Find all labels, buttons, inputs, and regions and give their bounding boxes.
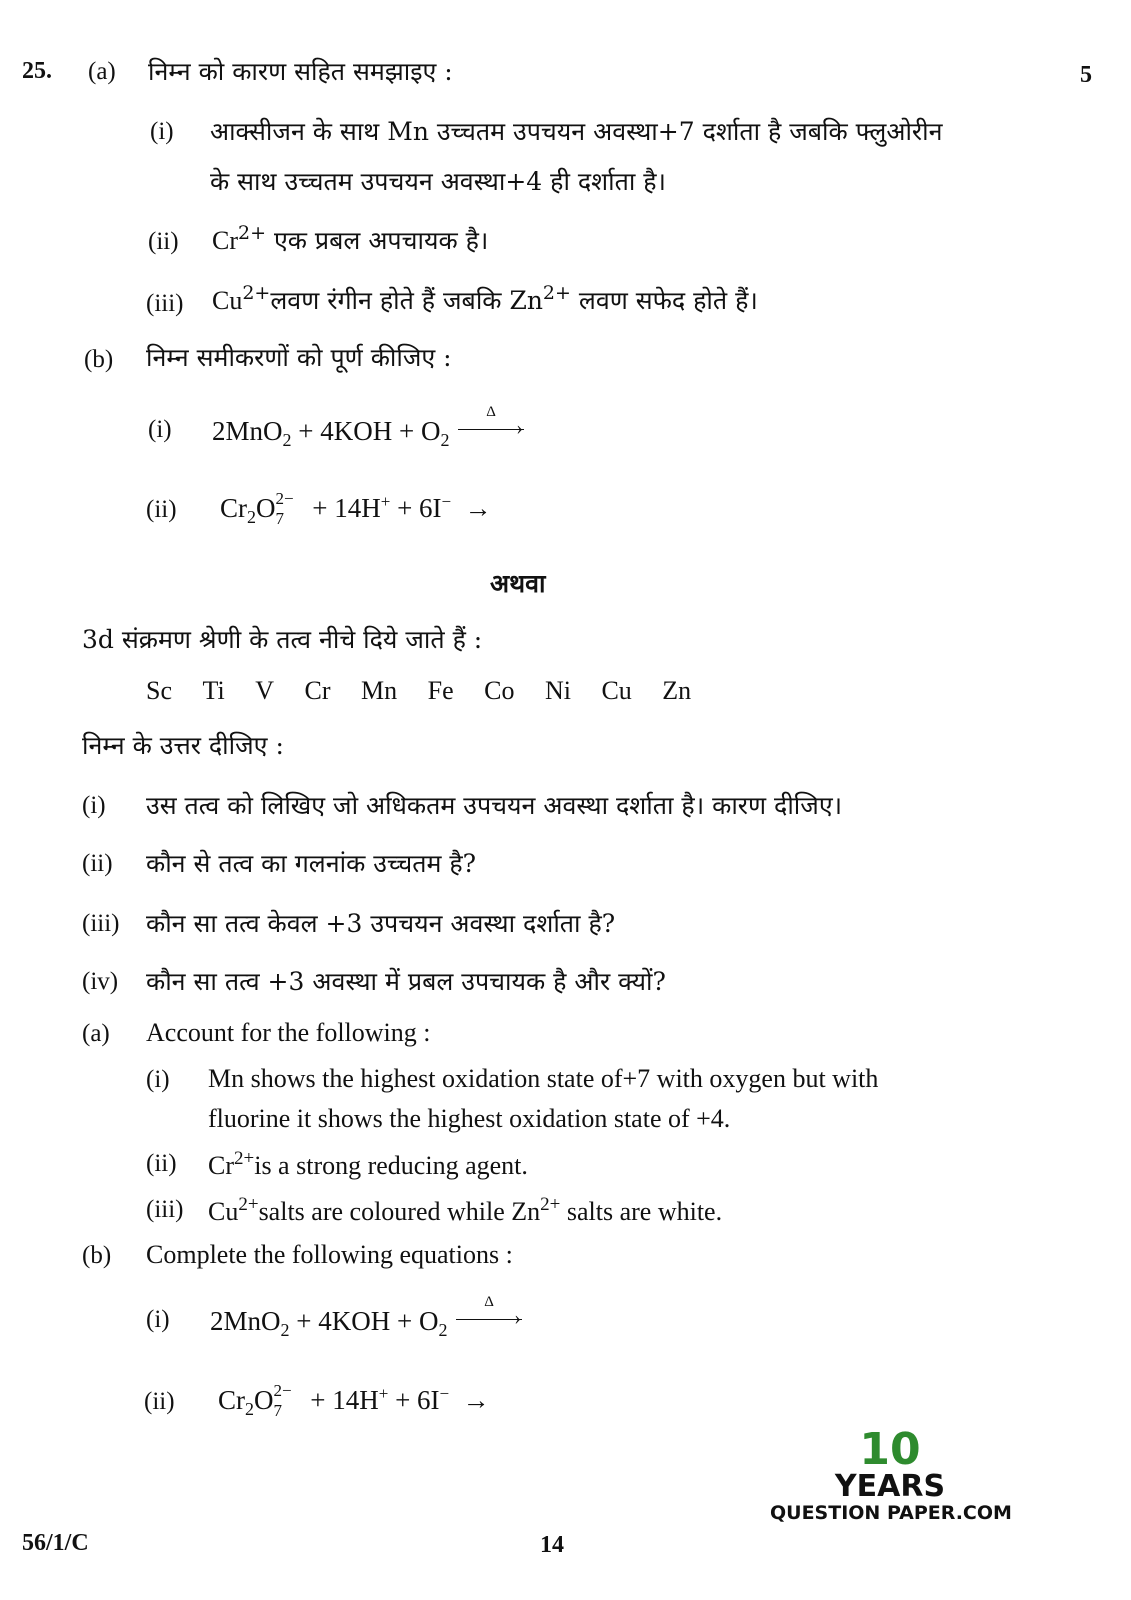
hindi-a-i-label: (i) (150, 118, 174, 145)
hindi-a-iii-label: (iii) (146, 290, 184, 317)
element-item: Co (484, 676, 515, 705)
watermark-number: 10 (859, 1424, 921, 1475)
english-a-ii-label: (ii) (146, 1150, 177, 1177)
element-item: V (255, 676, 274, 705)
or-q-iii-label: (iii) (82, 910, 120, 937)
part-a-text-hindi: निम्न को कारण सहित समझाइए : (148, 57, 453, 86)
english-equation-1: $2MnO_2 + 4KOH + O_2$ Δ › (210, 1306, 532, 1341)
element-list (146, 676, 715, 706)
question-number: 25. (22, 58, 52, 84)
hindi-equation-1: $2MnO_2 + 4KOH + O_2$ Δ › (212, 416, 534, 451)
or-intro: 3d संक्रमण श्रेणी के तत्व नीचे दिये जाते हैं : (82, 625, 483, 654)
english-b-label: (b) (82, 1242, 112, 1269)
or-q-iv: कौन सा तत्व +3 अवस्था में प्रबल उपचायक है और क्यों? (146, 967, 666, 996)
or-q-ii-label: (ii) (82, 850, 113, 877)
english-a-iii-label: (iii) (146, 1196, 184, 1223)
hindi-a-i-line2: के साथ उच्चतम उपचयन अवस्था+4 ही दर्शाता है। (210, 167, 667, 196)
english-a-i-line2: fluorine it shows the highest oxidation state of +4. (208, 1104, 731, 1133)
paper-code: 56/1/C (22, 1530, 89, 1556)
watermark-logo (770, 1424, 1012, 1524)
or-q-i: उस तत्व को लिखिए जो अधिकतम उपचयन अवस्था दर्शाता है। कारण दीजिए। (146, 791, 843, 820)
english-equation-2: $Cr_2O$ 2− 7 + 14H+ + 6I− → (218, 1381, 490, 1420)
element-item: Fe (427, 676, 454, 705)
english-a-label: (a) (82, 1020, 110, 1047)
heat-arrow: Δ › (454, 1308, 532, 1332)
element-item: Cu (601, 676, 632, 705)
hindi-eq-i-label: (i) (148, 416, 172, 443)
hindi-eq-ii-label: (ii) (146, 496, 177, 523)
english-eq-i-label: (i) (146, 1306, 170, 1333)
english-a-i-label: (i) (146, 1066, 170, 1093)
or-q-ii: कौन से तत्व का गलनांक उच्चतम है? (146, 849, 477, 878)
element-item: Mn (360, 676, 398, 705)
hindi-a-ii-text: $Cr^{2+}$ एक प्रबल अपचायक है। (212, 222, 489, 255)
or-q-iv-label: (iv) (82, 968, 119, 995)
english-a-text: Account for the following : (146, 1018, 431, 1047)
or-q-i-label: (i) (82, 792, 106, 819)
english-a-i-line1: Mn shows the highest oxidation state of+7 with oxygen but with (208, 1064, 879, 1093)
watermark-years: YEARS (834, 1469, 946, 1504)
english-a-iii-text: $Cu^{2+}salts$ are coloured while $Zn^{2+}$ salts are white. (208, 1194, 723, 1226)
english-b-text: Complete the following equations : (146, 1240, 513, 1269)
page-number: 14 (540, 1532, 564, 1558)
hindi-b-label: (b) (84, 346, 114, 373)
marks: 5 (1080, 62, 1092, 88)
or-q-iii: कौन सा तत्व केवल +3 उपचयन अवस्था दर्शाता है? (146, 909, 616, 938)
english-a-ii-text: $Cr^{2+}is$ a strong reducing agent. (208, 1148, 528, 1180)
element-item: Ti (202, 676, 225, 705)
heat-arrow: Δ › (456, 418, 534, 442)
element-item: Sc (146, 676, 172, 705)
element-item: Zn (662, 676, 692, 705)
part-a-label-hindi: (a) (88, 58, 116, 85)
hindi-a-i-line1: आक्सीजन के साथ Mn उच्चतम उपचयन अवस्था+7 दर्शाता है जबकि फ्लुओरीन (210, 117, 943, 146)
or-heading: अथवा (490, 569, 546, 598)
hindi-equation-2: $Cr_2O$ 2− 7 + 14H+ + 6I− → (220, 489, 492, 528)
hindi-b-text: निम्न समीकरणों को पूर्ण कीजिए : (146, 343, 452, 372)
english-eq-ii-label: (ii) (144, 1388, 175, 1415)
answer-prompt: निम्न के उत्तर दीजिए : (82, 731, 284, 760)
hindi-a-iii-text: $Cu^{2+}लवण$ रंगीन होते हैं जबकि $Zn^{2+}$ लवण सफेद होते हैं। (212, 282, 758, 315)
element-item: Cr (304, 676, 331, 705)
element-item: Ni (544, 676, 571, 705)
watermark-site: QUESTION PAPER.COM (770, 1502, 1012, 1524)
hindi-a-ii-label: (ii) (148, 228, 179, 255)
